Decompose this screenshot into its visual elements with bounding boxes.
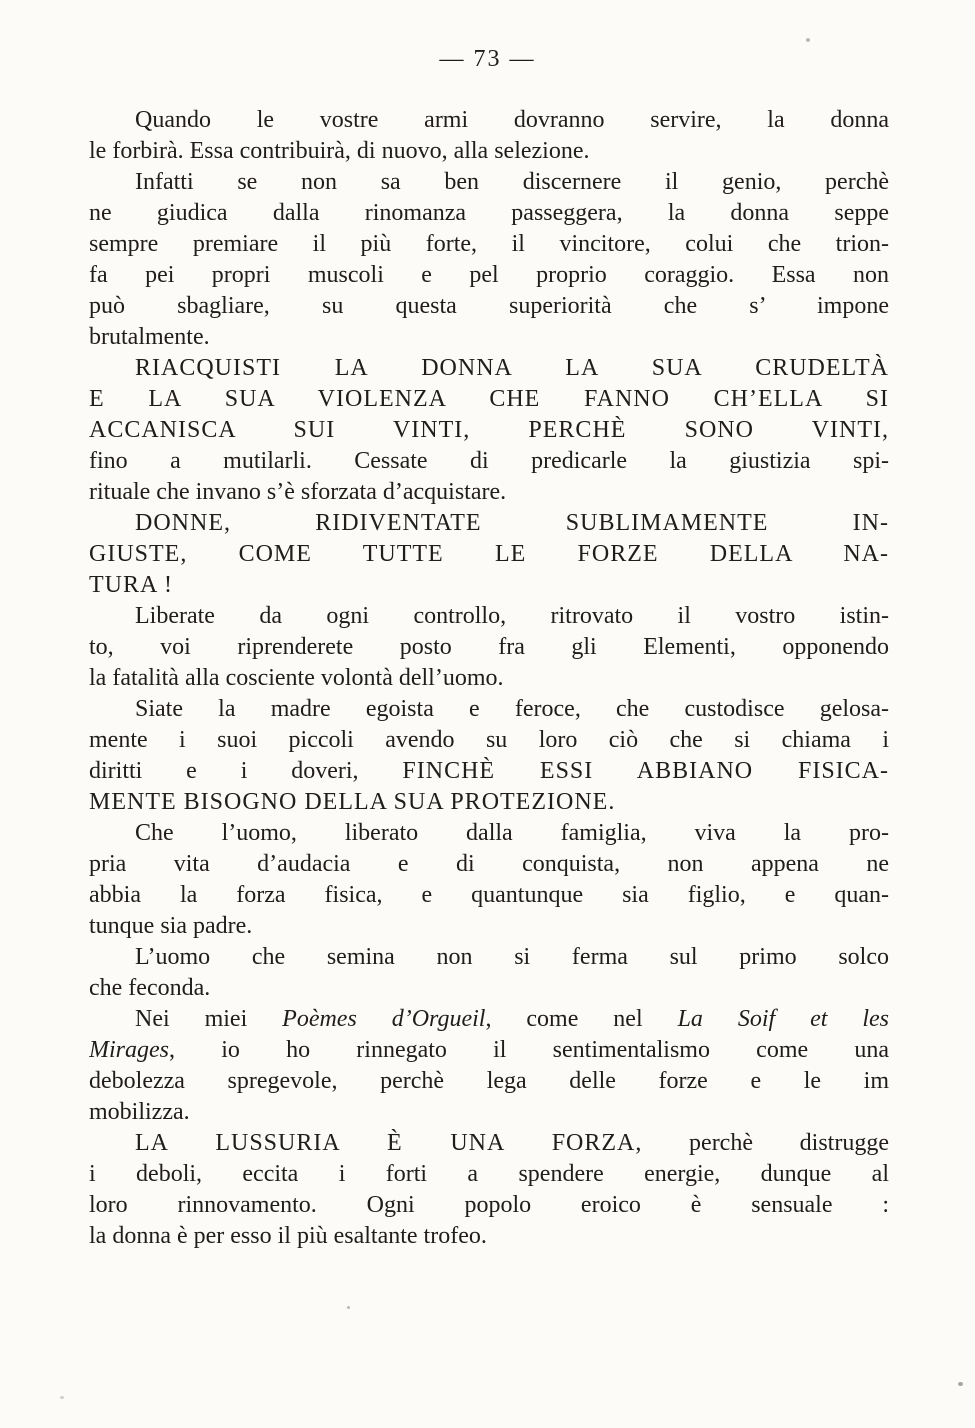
scan-speck — [347, 1306, 350, 1309]
text-line — [89, 1128, 889, 1159]
text-line — [89, 508, 889, 539]
text-segment: ne giudica dalla rinomanza passeggera, la donna seppe — [89, 200, 889, 226]
text-segment: che feconda. — [89, 975, 211, 1001]
text-line — [89, 260, 889, 291]
text-line — [89, 756, 889, 787]
text-line — [89, 446, 889, 477]
text-line — [89, 136, 889, 167]
paragraph — [89, 942, 889, 1004]
text-segment: Nei miei — [135, 1006, 283, 1032]
text-line — [89, 942, 889, 973]
text-segment: Che l’uomo, liberato dalla famiglia, viva la pro- — [135, 820, 889, 846]
text-line — [89, 415, 889, 446]
text-segment: E LA SUA VIOLENZA CHE FANNO CH’ELLA SI — [89, 386, 889, 412]
text-segment: diritti e i doveri, — [89, 758, 403, 784]
paragraph — [89, 1004, 889, 1128]
text-line — [89, 198, 889, 229]
text-segment: DONNE, RIDIVENTATE SUBLIMAMENTE IN- — [135, 510, 889, 536]
text-line — [89, 1221, 889, 1252]
text-segment: TURA ! — [89, 572, 173, 598]
text-segment: GIUSTE, COME TUTTE LE FORZE DELLA NA- — [89, 541, 889, 567]
text-segment: le forbirà. Essa contribuirà, di nuovo, alla selezione. — [89, 138, 590, 164]
text-line — [89, 663, 889, 694]
text-segment: brutalmente. — [89, 324, 210, 350]
text-block — [89, 105, 889, 1252]
text-line — [89, 694, 889, 725]
page-number: — 73 — — [439, 46, 536, 72]
text-line — [89, 477, 889, 508]
paragraph — [89, 167, 889, 353]
text-line — [89, 105, 889, 136]
text-segment: fino a mutilarli. Cessate di predicarle la giustizia spi- — [89, 448, 889, 474]
paragraph — [89, 601, 889, 694]
text-segment: abbia la forza fisica, e quantunque sia figlio, e quan- — [89, 882, 889, 908]
text-segment: la donna è per esso il più esaltante trofeo. — [89, 1223, 487, 1249]
text-line — [89, 911, 889, 942]
text-segment: tunque sia padre. — [89, 913, 253, 939]
text-segment: sempre premiare il più forte, il vincitore, colui che trion- — [89, 231, 889, 257]
text-segment: i deboli, eccita i forti a spendere energie, dunque al — [89, 1161, 889, 1187]
text-line — [89, 1066, 889, 1097]
text-segment: Quando le vostre armi dovranno servire, la donna — [135, 107, 889, 133]
text-line — [89, 1190, 889, 1221]
text-segment: Siate la madre egoista e feroce, che custodisce gelosa- — [135, 696, 889, 722]
text-segment: pria vita d’audacia e di conquista, non appena ne — [89, 851, 889, 877]
text-segment: può sbagliare, su questa superiorità che s’ impone — [89, 293, 889, 319]
text-segment: to, voi riprenderete posto fra gli Elementi, opponendo — [89, 634, 889, 660]
text-line — [89, 291, 889, 322]
text-segment: MENTE BISOGNO DELLA SUA PROTEZIONE. — [89, 789, 616, 815]
text-segment: rituale che invano s’è sforzata d’acquistare. — [89, 479, 507, 505]
paragraph — [89, 694, 889, 818]
text-segment: La Soif et les — [677, 1006, 889, 1032]
text-line — [89, 1159, 889, 1190]
text-segment: , io ho rinnegato il sentimentalismo come una — [169, 1037, 889, 1063]
text-line — [89, 229, 889, 260]
text-line — [89, 570, 889, 601]
text-segment: debolezza spregevole, perchè lega delle forze e le im — [89, 1068, 889, 1094]
text-segment: RIACQUISTI LA DONNA LA SUA CRUDELTÀ — [135, 355, 889, 381]
text-segment: mente i suoi piccoli avendo su loro ciò che si chiama i — [89, 727, 889, 753]
text-segment: fa pei propri muscoli e pel proprio coraggio. Essa non — [89, 262, 889, 288]
text-line — [89, 880, 889, 911]
text-segment: LA LUSSURIA È UNA FORZA, — [135, 1130, 643, 1156]
text-line — [89, 353, 889, 384]
scan-speck — [806, 38, 810, 42]
paragraph — [89, 818, 889, 942]
text-segment: mobilizza. — [89, 1099, 190, 1125]
text-segment: Poèmes d’Orgueil — [282, 1006, 486, 1032]
text-line — [89, 384, 889, 415]
text-line — [89, 787, 889, 818]
text-line — [89, 725, 889, 756]
text-segment: Infatti se non sa ben discernere il genio, perchè — [135, 169, 889, 195]
scan-speck — [958, 1382, 963, 1386]
text-line — [89, 818, 889, 849]
text-segment: perchè distrugge — [642, 1130, 889, 1156]
text-segment: FINCHÈ ESSI ABBIANO FISICA- — [402, 758, 889, 784]
text-line — [89, 601, 889, 632]
text-segment: loro rinnovamento. Ogni popolo eroico è sensuale : — [89, 1192, 889, 1218]
text-line — [89, 1097, 889, 1128]
text-segment: , come nel — [485, 1006, 678, 1032]
scan-speck — [60, 1396, 64, 1399]
text-line — [89, 849, 889, 880]
text-segment: ACCANISCA SUI VINTI, PERCHÈ SONO VINTI, — [89, 417, 889, 443]
text-segment: L’uomo che semina non si ferma sul primo solco — [135, 944, 889, 970]
text-line — [89, 167, 889, 198]
paragraph — [89, 353, 889, 508]
text-line — [89, 1004, 889, 1035]
text-segment: la fatalità alla cosciente volontà dell’uomo. — [89, 665, 504, 691]
text-line — [89, 632, 889, 663]
paragraph — [89, 1128, 889, 1252]
text-line — [89, 973, 889, 1004]
paragraph — [89, 508, 889, 601]
text-line — [89, 1035, 889, 1066]
paragraph — [89, 105, 889, 167]
text-line — [89, 322, 889, 353]
text-line — [89, 539, 889, 570]
text-segment: Mirages — [89, 1037, 169, 1063]
text-segment: Liberate da ogni controllo, ritrovato il vostro istin- — [135, 603, 889, 629]
